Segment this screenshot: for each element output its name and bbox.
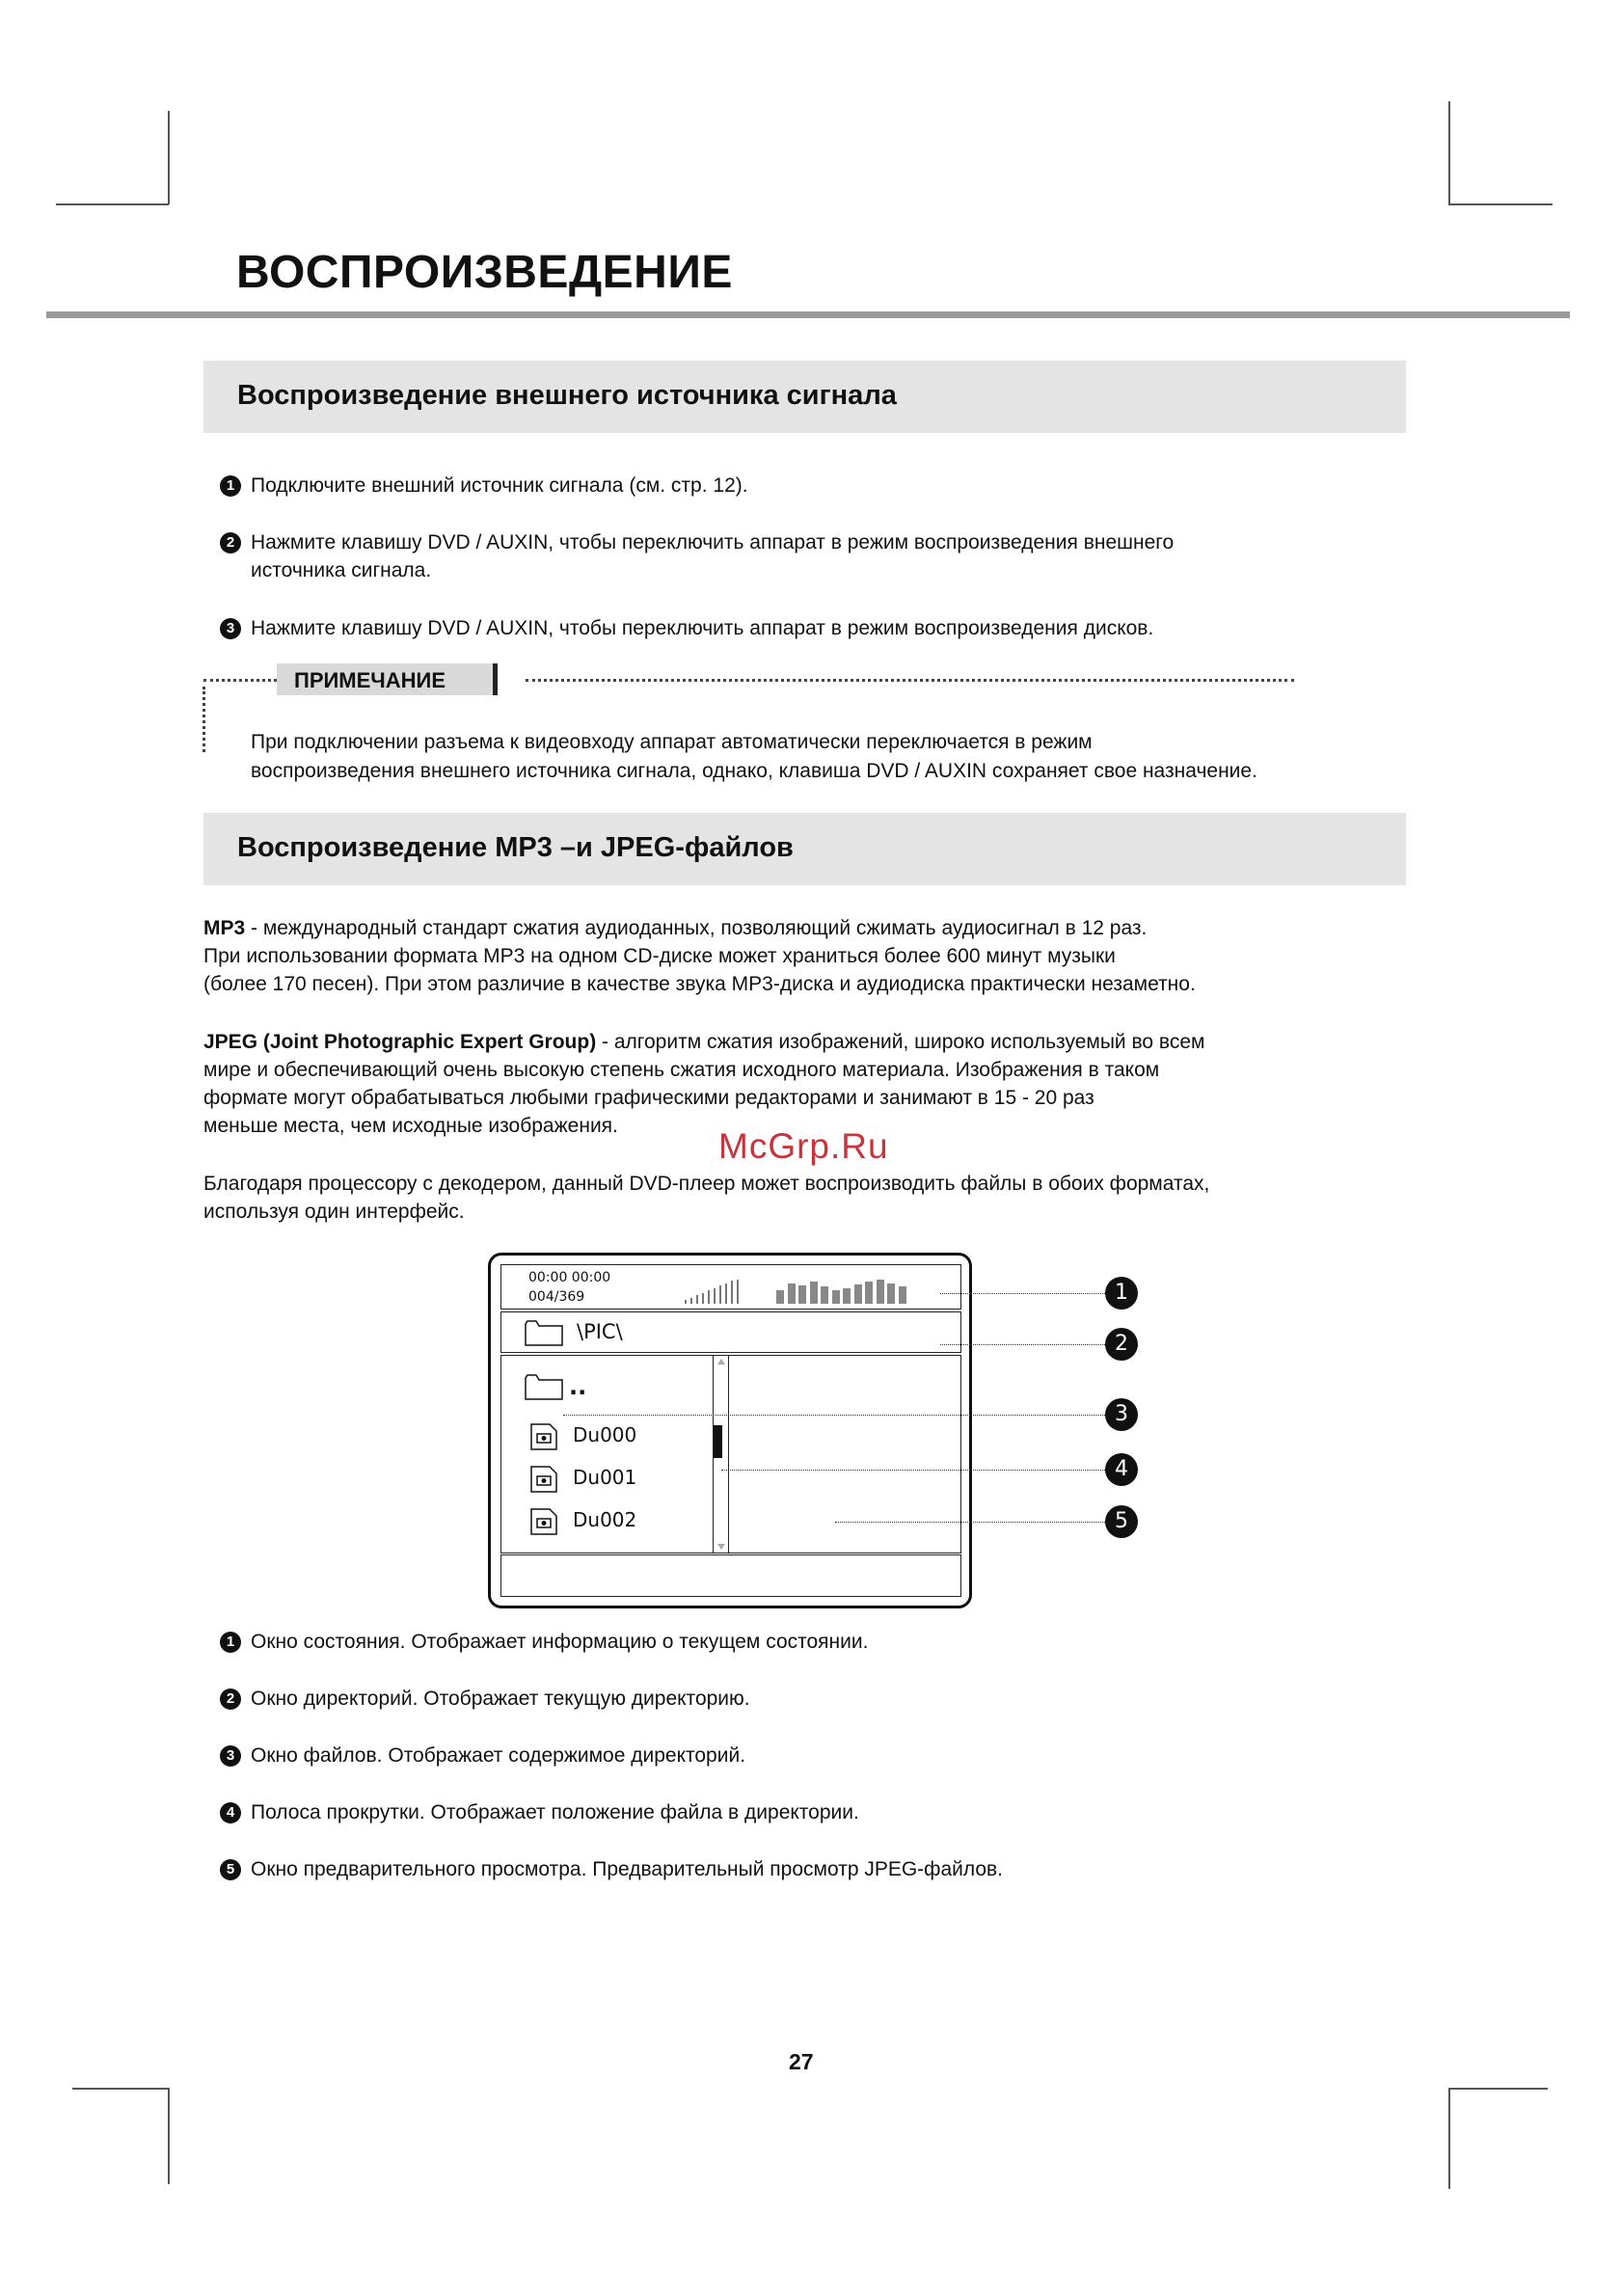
equalizer-bar [708,1290,710,1304]
track-counter: 004/369 [528,1289,585,1305]
callout-marker: 3 [1105,1398,1138,1431]
callout-marker: 4 [1105,1453,1138,1486]
mp3-text: - международный стандарт сжатия аудиоданных, позволяющий сжимать аудиосигнал в 12 раз. [245,917,1148,939]
crop-mark [72,2088,169,2090]
legend-text: Окно директорий. Отображает текущую директорию. [251,1688,750,1710]
equalizer-bar [696,1295,698,1304]
image-file-icon [530,1466,557,1493]
note-label: ПРИМЕЧАНИЕ [277,663,498,695]
equalizer-bar [832,1290,840,1304]
file-list-item[interactable] [530,1421,704,1450]
jpeg-text: - алгоритм сжатия изображений, широко используемый во всем [596,1031,1205,1053]
equalizer-bar [843,1288,851,1304]
decoder-paragraph-line: Благодаря процессору с декодером, данный DVD-плеер может воспроизводить файлы в обоих форматах, [203,1173,1210,1195]
step-number: 3 [220,618,241,639]
callout-marker: 1 [1105,1277,1138,1310]
file-name: Du000 [573,1423,637,1446]
section-heading: Воспроизведение MP3 –и JPEG-файлов [237,832,794,863]
step-text: Подключите внешний источник сигнала (см. стр. 12). [251,474,748,497]
mp3-paragraph-line: При использовании формата MP3 на одном CD-диске может храниться более 600 минут музыки [203,945,1116,967]
title-rule [46,311,1570,318]
crop-mark [1448,2088,1450,2189]
mp3-term: MP3 [203,917,246,939]
step-text: источника сигнала. [251,559,432,581]
page-number: 27 [789,2049,814,2074]
section-header-external-source [203,361,1406,433]
equalizer-large [776,1280,911,1304]
equalizer-bar [702,1293,704,1304]
parent-directory-item[interactable]: .. [569,1373,587,1400]
watermark: McGrp.Ru [718,1126,889,1166]
callout-leader [940,1293,1105,1294]
section-heading: Воспроизведение внешнего источника сигнала [237,380,897,411]
legend-number: 2 [220,1688,241,1710]
note-border [203,687,205,752]
info-bar [500,1554,961,1597]
jpeg-paragraph-line: формате могут обрабатываться любыми графическими редакторами и занимают в 15 - 20 раз [203,1087,1094,1109]
scroll-up-arrow[interactable] [717,1359,725,1364]
jpeg-paragraph-line [203,1028,1204,1056]
legend-text: Окно файлов. Отображает содержимое директорий. [251,1744,746,1767]
equalizer-bar [719,1285,721,1304]
crop-mark [168,111,170,204]
image-file-icon [530,1423,557,1450]
note-border [526,679,1294,682]
equalizer-bar [690,1298,692,1304]
folder-icon [525,1319,563,1346]
note-border [203,679,277,682]
equalizer-bar [854,1284,862,1304]
status-window [500,1264,961,1310]
equalizer-bar [776,1290,784,1304]
equalizer-bar [821,1286,828,1304]
callout-marker: 2 [1105,1328,1138,1361]
callout-leader [940,1344,1105,1345]
equalizer-bar [788,1283,796,1304]
legend-number: 4 [220,1802,241,1823]
callout-leader [835,1522,1105,1523]
scrollbar[interactable] [713,1356,729,1553]
equalizer-bar [810,1282,818,1304]
legend-text: Окно предварительного просмотра. Предварительный просмотр JPEG-файлов. [251,1858,1004,1880]
equalizer-bar [737,1280,739,1304]
file-list-item[interactable] [530,1506,704,1535]
note-text: воспроизведения внешнего источника сигнала, однако, клавиша DVD / AUXIN сохраняет свое назначение. [251,760,1257,782]
equalizer-small [685,1280,752,1304]
file-name: Du001 [573,1466,637,1489]
mp3-paragraph-line [203,914,1147,942]
equalizer-bar [877,1280,884,1304]
jpeg-term: JPEG (Joint Photographic Expert Group) [203,1031,597,1053]
equalizer-bar [725,1283,727,1304]
scrollbar-thumb[interactable] [714,1425,722,1458]
step-text: Нажмите клавишу DVD / AUXIN, чтобы переключить аппарат в режим воспроизведения внешнего [251,531,1175,554]
mp3-jpeg-menu-diagram [488,1253,972,1608]
decoder-paragraph-line: используя один интерфейс. [203,1201,465,1223]
directory-window [500,1311,961,1353]
legend-number: 1 [220,1632,241,1653]
legend-number: 5 [220,1859,241,1880]
section-header-mp3-jpeg [203,813,1406,885]
file-list-item[interactable] [530,1464,704,1493]
step-number: 2 [220,532,241,554]
equalizer-bar [685,1300,687,1304]
page-title: ВОСПРОИЗВЕДЕНИЕ [236,247,733,298]
equalizer-bar [798,1285,806,1304]
callout-leader [721,1470,1105,1471]
crop-mark [1448,203,1553,205]
file-name: Du002 [573,1508,637,1531]
equalizer-bar [731,1281,733,1304]
crop-mark [1448,2088,1548,2090]
equalizer-bar [887,1283,895,1304]
file-window [500,1355,961,1553]
crop-mark [56,203,169,205]
jpeg-paragraph-line: меньше места, чем исходные изображения. [203,1115,618,1137]
jpeg-paragraph-line: мире и обеспечивающий очень высокую степень сжатия исходного материала. Изображения в таком [203,1059,1160,1081]
equalizer-bar [865,1282,873,1304]
step-number: 1 [220,475,241,497]
scroll-down-arrow[interactable] [717,1544,725,1550]
crop-mark [168,2088,170,2184]
callout-leader [563,1415,1105,1416]
time-readout: 00:00 00:00 [528,1270,611,1285]
mp3-paragraph-line: (более 170 песен). При этом различие в качестве звука MP3-диска и аудиодиска практически незаметно. [203,973,1196,995]
equalizer-bar [714,1288,716,1304]
crop-mark [1448,101,1450,204]
legend-text: Полоса прокрутки. Отображает положение файла в директории. [251,1801,859,1823]
image-file-icon [530,1508,557,1535]
folder-icon [525,1373,563,1400]
legend-number: 3 [220,1745,241,1767]
equalizer-bar [899,1286,906,1304]
step-text: Нажмите клавишу DVD / AUXIN, чтобы переключить аппарат в режим воспроизведения дисков. [251,617,1154,639]
note-text: При подключении разъема к видеовходу аппарат автоматически переключается в режим [251,731,1093,753]
legend-text: Окно состояния. Отображает информацию о текущем состоянии. [251,1631,869,1653]
current-directory[interactable]: \PIC\ [577,1320,623,1343]
callout-marker: 5 [1105,1505,1138,1538]
